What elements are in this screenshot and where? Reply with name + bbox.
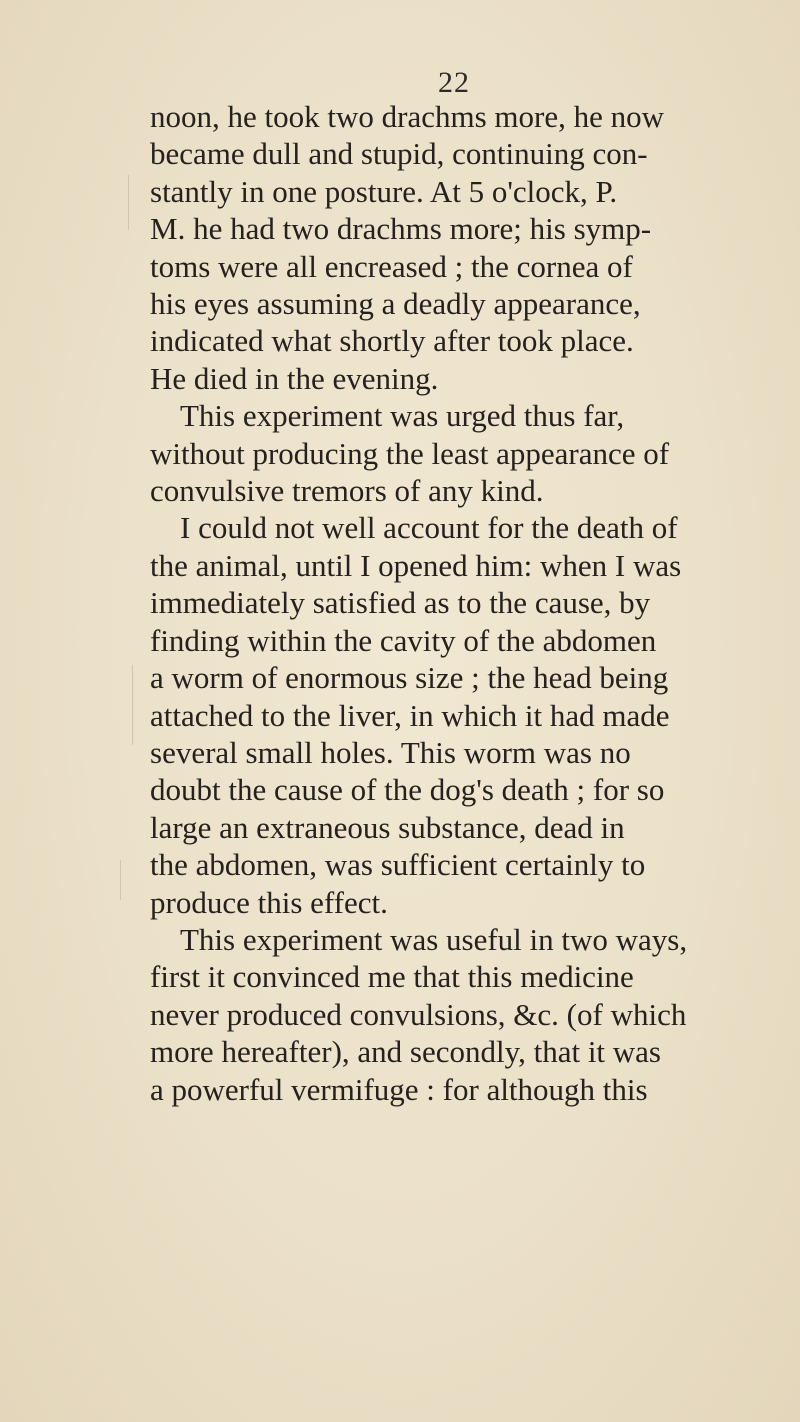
text-line: became dull and stupid, continuing con- <box>150 136 648 172</box>
text-line: stantly in one posture. At 5 o'clock, P. <box>150 173 618 209</box>
text-line: convulsive tremors of any kind. <box>150 473 544 509</box>
text-line: immediately satisfied as to the cause, by <box>150 585 651 621</box>
text-line: attached to the liver, in which it had made <box>150 697 670 733</box>
text-line: his eyes assuming a deadly appearance, <box>150 286 641 322</box>
text-line: produce this effect. <box>150 884 388 920</box>
text-line: never produced convulsions, &c. (of which <box>150 996 687 1032</box>
paragraph-start-line: I could not well account for the death of <box>180 510 678 546</box>
page-number: 22 <box>438 66 470 99</box>
text-line: more hereafter), and secondly, that it was <box>150 1034 662 1070</box>
text-line: noon, he took two drachms more, he now <box>150 99 664 134</box>
text-line: the abdomen, was sufficient certainly to <box>150 847 646 883</box>
text-line: the animal, until I opened him: when I was <box>150 547 682 583</box>
body-text <box>150 98 775 1108</box>
text-line: a worm of enormous size ; the head being <box>150 660 669 696</box>
paragraph-start-line: This experiment was urged thus far, <box>180 398 625 434</box>
text-line: toms were all encreased ; the cornea of <box>150 248 633 284</box>
paragraph-start-line: This experiment was useful in two ways, <box>180 921 688 957</box>
text-line: a powerful vermifuge : for although this <box>150 1071 648 1107</box>
text-line: He died in the evening. <box>150 360 439 396</box>
paper-crease-mark <box>132 665 133 745</box>
text-line: doubt the cause of the dog's death ; for so <box>150 772 665 808</box>
paper-crease-mark <box>120 860 121 900</box>
text-line: first it convinced me that this medicine <box>150 959 634 995</box>
text-line: large an extraneous substance, dead in <box>150 809 625 845</box>
text-line: several small holes. This worm was no <box>150 734 631 770</box>
text-line: M. he had two drachms more; his symp- <box>150 211 652 247</box>
text-line: finding within the cavity of the abdomen <box>150 622 657 658</box>
text-line: indicated what shortly after took place. <box>150 323 634 359</box>
text-line: without producing the least appearance of <box>150 435 670 471</box>
paper-crease-mark <box>128 175 129 230</box>
